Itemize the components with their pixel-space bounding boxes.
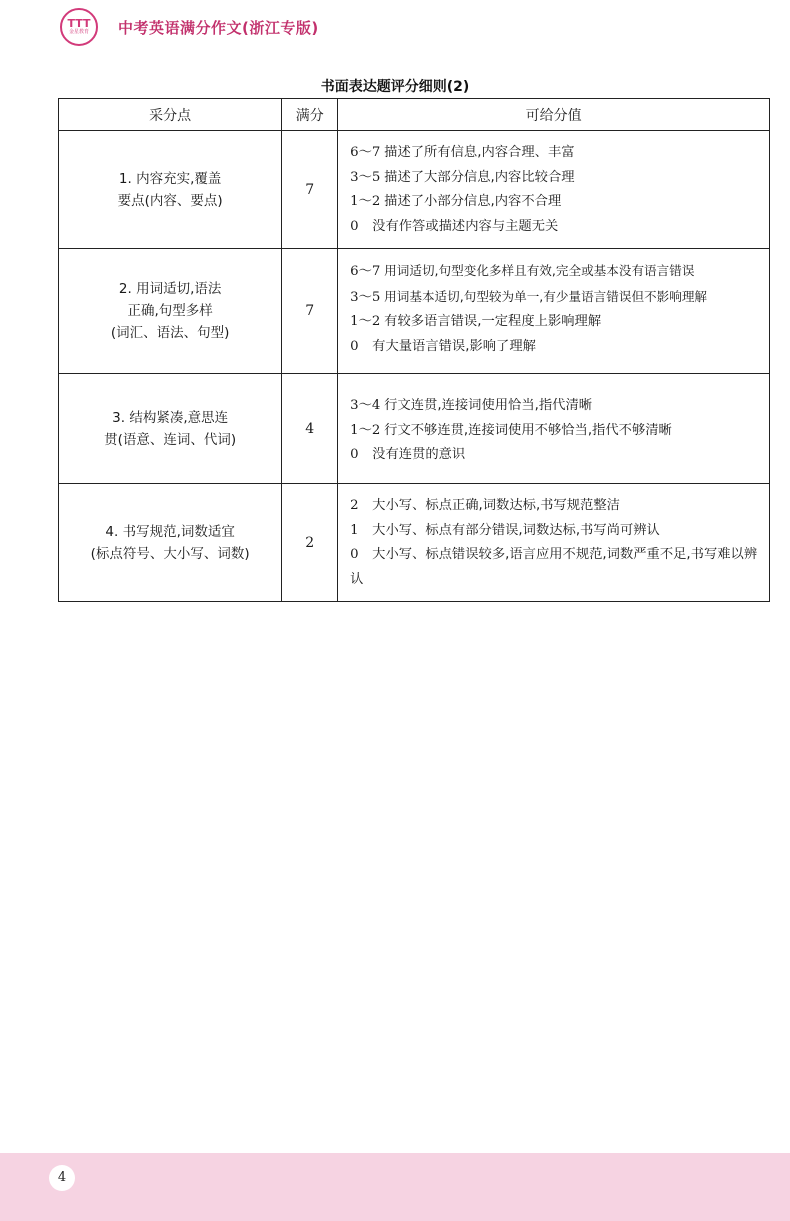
score-line [350,494,761,519]
score-line [350,141,761,166]
rubric-table [58,98,770,602]
score-level: 1 [350,522,359,538]
score-description: 描述了所有信息,内容合理、丰富 [384,145,575,160]
score-level: 0 [350,338,359,354]
score-level: 3～5 [350,169,381,185]
page-number: 4 [49,1165,75,1191]
score-line [350,215,761,240]
table-row [59,374,770,484]
logo-text: 金星教育 [68,29,89,35]
score-values-cell [338,131,770,249]
score-line [350,259,761,285]
score-line [350,285,761,311]
full-marks-cell: 7 [282,131,338,249]
score-level: 2 [350,498,359,513]
score-level: 1～2 [350,422,381,438]
score-line [350,166,761,191]
scoring-point-line: 4. 书写规范,词数适宜 [105,523,235,540]
score-level: 6～7 [350,145,381,160]
header-full-marks: 满分 [282,99,338,131]
score-description: 描述了小部分信息,内容不合理 [384,194,562,209]
scoring-point-line: 正确,句型多样 [127,303,213,319]
score-description: 描述了大部分信息,内容比较合理 [384,169,575,185]
score-line [350,335,761,360]
score-level: 1～2 [350,314,381,329]
header-scoring-point: 采分点 [59,99,282,131]
score-values-cell [338,484,770,602]
scoring-point-cell [59,131,282,249]
table-header-row [59,99,770,131]
score-level: 3～4 [350,398,381,413]
publisher-logo [60,8,98,46]
score-description: 用词基本适切,句型较为单一,有少量语言错误但不影响理解 [384,288,708,304]
score-description: 行文不够连贯,连接词使用不够恰当,指代不够清晰 [384,422,672,438]
score-description: 没有连贯的意识 [372,447,466,462]
score-line [350,394,761,419]
scoring-point-line: 3. 结构紧凑,意思连 [112,409,229,426]
scoring-point-line: 贯(语意、连词、代词) [104,431,237,448]
scoring-point-line: (词汇、语法、句型) [110,325,230,341]
score-description: 有大量语言错误,影响了理解 [372,338,536,354]
score-line [350,419,761,444]
score-description: 没有作答或描述内容与主题无关 [372,218,559,234]
score-line [350,443,761,468]
score-description: 大小写、标点正确,词数达标,书写规范整洁 [372,498,620,513]
score-level: 6～7 [350,264,381,279]
score-description: 大小写、标点错误较多,语言应用不规范,词数严重不足,书写难以辨认 [350,547,758,587]
score-description: 有较多语言错误,一定程度上影响理解 [384,314,602,329]
table-row [59,484,770,602]
score-line [350,310,761,335]
full-marks-cell: 4 [282,374,338,484]
score-description: 用词适切,句型变化多样且有效,完全或基本没有语言错误 [384,263,695,278]
score-line [350,190,761,215]
scoring-point-line: 1. 内容充实,覆盖 [118,170,222,187]
score-level: 0 [350,218,359,234]
scoring-point-line: (标点符号、大小写、词数) [90,545,250,562]
table-row [59,249,770,374]
score-description: 行文连贯,连接词使用恰当,指代清晰 [384,398,593,413]
footer-band [0,1153,790,1221]
book-title: 中考英语满分作文(浙江专版) [118,19,319,37]
score-level: 3～5 [350,289,381,305]
score-level: 1～2 [350,194,381,209]
header-score-values: 可给分值 [338,99,770,131]
score-level: 0 [350,447,359,462]
score-line [350,543,761,592]
scoring-point-cell [59,374,282,484]
score-values-cell [338,249,770,374]
table-title: 书面表达题评分细则(2) [320,79,470,95]
full-marks-cell: 7 [282,249,338,374]
table-row [59,131,770,249]
scoring-point-cell [59,249,282,374]
scoring-point-line: 要点(内容、要点) [117,192,223,209]
score-description: 大小写、标点有部分错误,词数达标,书写尚可辨认 [372,522,660,538]
score-level: 0 [350,547,359,562]
score-line [350,519,761,544]
logo-glyph: TTT [67,17,91,30]
page-header [0,0,790,60]
scoring-point-line: 2. 用词适切,语法 [118,281,222,297]
scoring-point-cell [59,484,282,602]
score-values-cell [338,374,770,484]
full-marks-cell: 2 [282,484,338,602]
